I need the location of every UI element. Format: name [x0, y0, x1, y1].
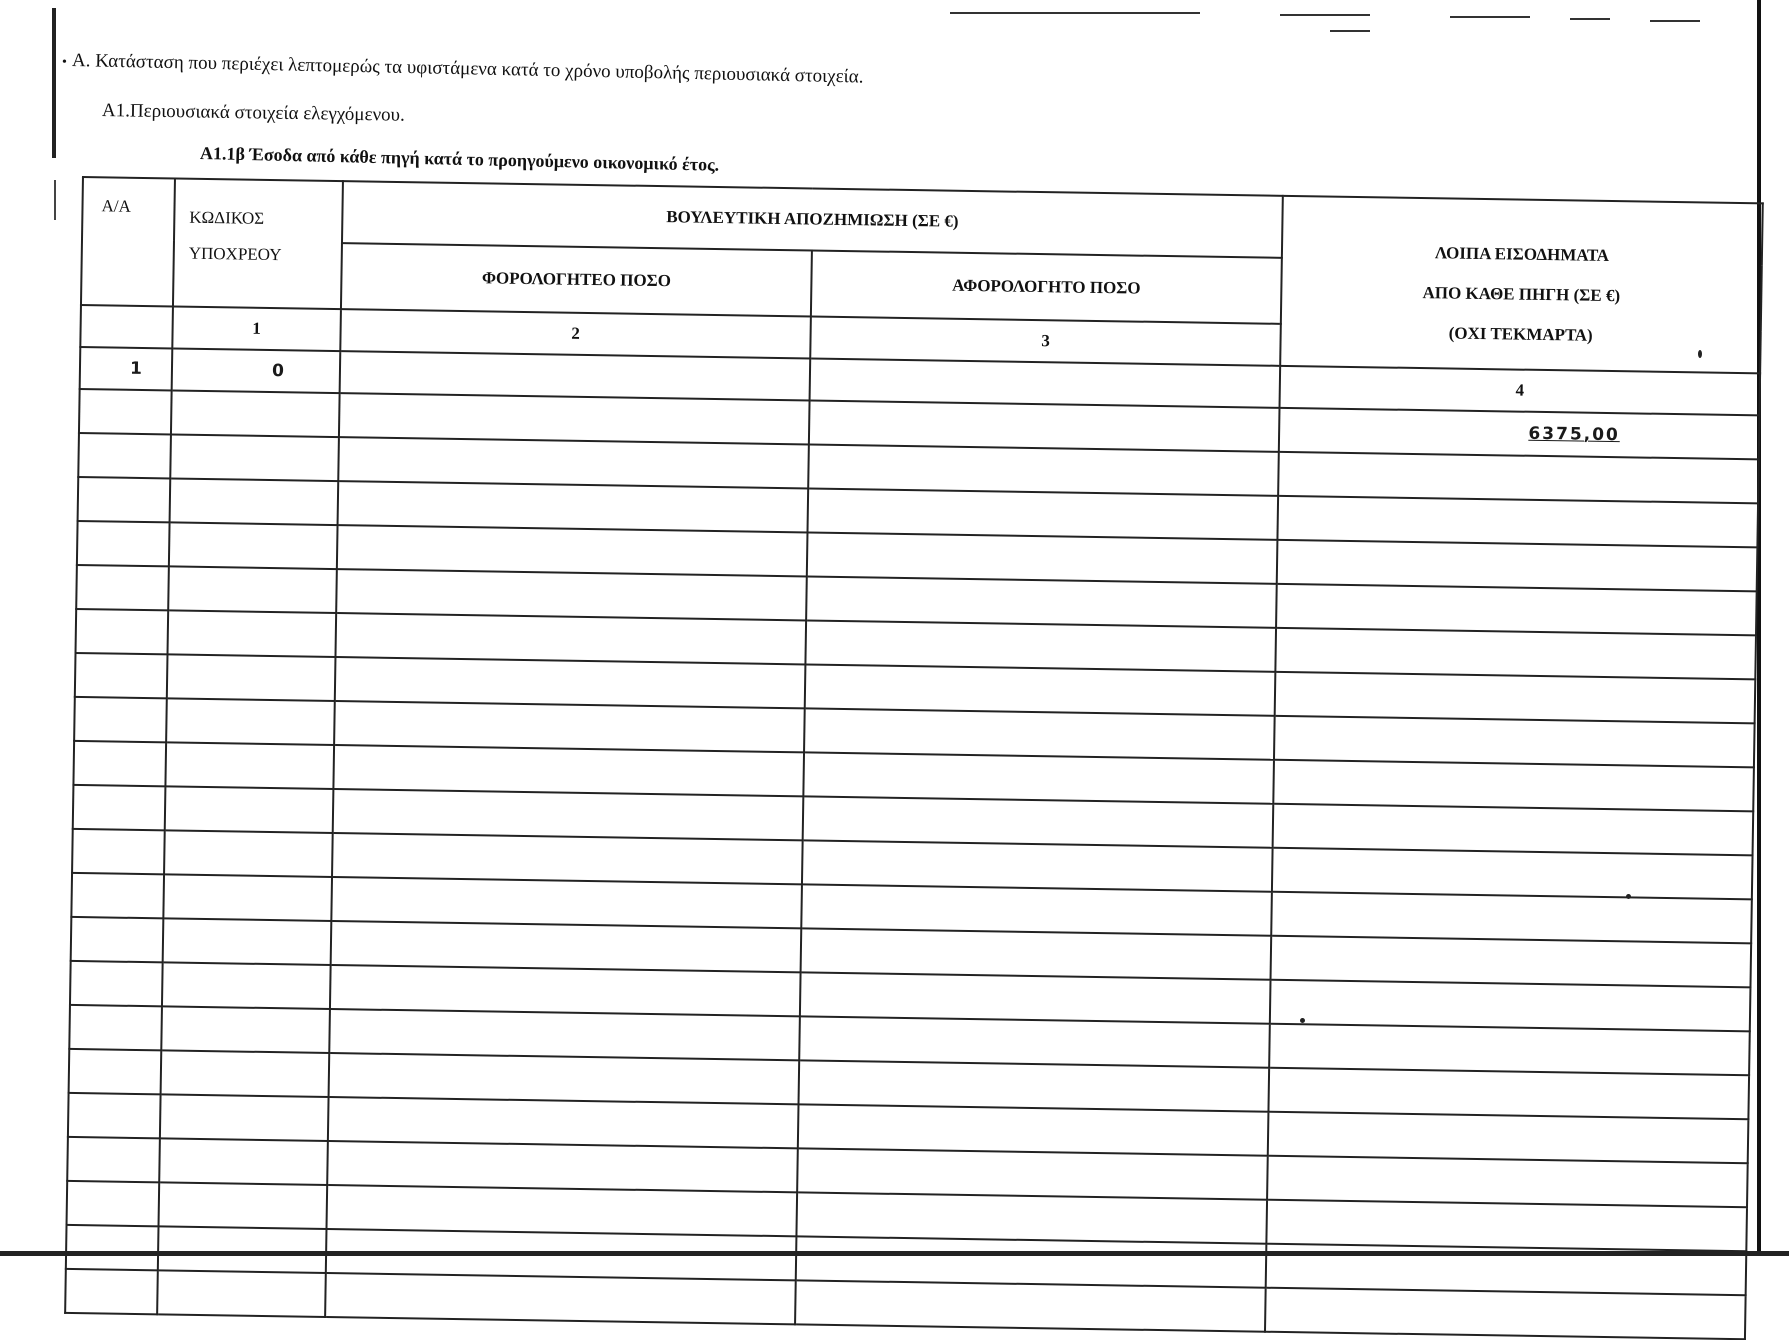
table-cell [1265, 1288, 1746, 1340]
table-cell [1275, 672, 1756, 724]
table-cell [1277, 540, 1758, 592]
table-cell [1272, 848, 1753, 900]
entry-code: 0 [172, 348, 341, 393]
table-cell [806, 576, 1277, 627]
table-cell [809, 400, 1280, 451]
table-cell [337, 525, 808, 576]
table-cell [331, 877, 802, 928]
table-cell [1274, 716, 1755, 768]
header-code-line1: ΚΩΔΙΚΟΣ [189, 207, 265, 228]
header-other-line3: (ΟΧΙ ΤΕΚΜΑΡΤΑ) [1448, 323, 1593, 345]
header-parliament-compensation: ΒΟΥΛΕΥΤΙΚΗ ΑΠΟΖΗΜΙΩΣΗ (ΣΕ €) [342, 181, 1283, 258]
table-cell [332, 833, 803, 884]
header-other-line2: ΑΠΟ ΚΑΘΕ ΠΗΓΗ (ΣΕ €) [1422, 283, 1621, 306]
table-cell [807, 488, 1278, 539]
table-cell [66, 1225, 159, 1270]
table-cell [168, 566, 337, 613]
table-cell [1269, 1024, 1750, 1076]
table-cell [336, 569, 807, 620]
table-cell [1267, 1156, 1748, 1208]
table-cell [803, 752, 1274, 803]
table-cell [69, 1005, 162, 1050]
table-cell [334, 701, 805, 752]
section-a1b-heading: A1.1β Έσοδα από κάθε πηγή κατά το προηγούμενο οικονομικό έτος. [199, 143, 720, 175]
table-cell [167, 654, 336, 701]
column-number-4: 4 [1280, 366, 1761, 416]
table-cell [161, 1006, 330, 1053]
table-cell [71, 873, 164, 918]
table-cell [161, 1050, 330, 1097]
table-cell [1277, 496, 1758, 548]
table-cell [799, 1060, 1270, 1111]
table-cell [163, 918, 332, 965]
table-cell [808, 444, 1279, 495]
table-cell [335, 657, 806, 708]
entry-aa: 1 [80, 347, 173, 390]
table-cell [802, 840, 1273, 891]
scan-edge-right [1757, 0, 1761, 1256]
section-a1-heading: A1.Περιουσιακά στοιχεία ελεγχόμενου. [101, 100, 405, 126]
table-cell [333, 789, 804, 840]
table-cell [162, 962, 331, 1009]
entry-untaxable-cell [810, 358, 1281, 407]
table-cell [67, 1181, 160, 1226]
table-cell [78, 477, 171, 522]
header-code [173, 178, 343, 309]
table-cell [798, 1104, 1269, 1155]
table-cell [805, 664, 1276, 715]
table-cell [165, 786, 334, 833]
table-cell [795, 1280, 1266, 1331]
table-cell [329, 1009, 800, 1060]
table-cell [801, 884, 1272, 935]
income-form [66, 176, 1762, 1232]
scan-edge-left-fragment [54, 180, 56, 220]
column-number-2: 2 [340, 309, 811, 358]
table-cell [804, 708, 1275, 759]
scan-edge-left [52, 8, 56, 158]
table-cell [1271, 936, 1752, 988]
table-cell [79, 389, 172, 434]
table-cell [326, 1229, 797, 1280]
table-cell [1276, 584, 1757, 636]
table-cell [328, 1097, 799, 1148]
column-number-1: 1 [172, 306, 341, 351]
scan-top-strokes [950, 10, 1730, 40]
table-cell [169, 522, 338, 569]
table-cell [78, 433, 171, 478]
table-cell [1273, 760, 1754, 812]
scan-speck [1626, 894, 1631, 899]
table-cell [69, 1049, 162, 1094]
table-cell [167, 610, 336, 657]
table-cell [1278, 452, 1759, 504]
table-cell [166, 698, 335, 745]
header-untaxable-amount: ΑΦΟΡΟΛΟΓΗΤΟ ΠΟΣΟ [811, 250, 1282, 323]
table-cell [1270, 980, 1751, 1032]
table-cell [1266, 1244, 1747, 1296]
header-aa: A/A [81, 177, 175, 306]
table-cell [338, 437, 809, 488]
income-table [64, 176, 1764, 1340]
table-cell [157, 1270, 326, 1317]
table-cell [325, 1273, 796, 1324]
table-cell [67, 1137, 160, 1182]
table-cell [338, 481, 809, 532]
table-cell [73, 741, 166, 786]
table-cell [160, 1094, 329, 1141]
table-cell [163, 874, 332, 921]
table-cell [796, 1236, 1267, 1287]
table-cell [73, 785, 166, 830]
table-cell [1266, 1200, 1747, 1252]
table-cell [1271, 892, 1752, 944]
table-cell [797, 1148, 1268, 1199]
table-cell [801, 928, 1272, 979]
table-cell [165, 742, 334, 789]
header-taxable-amount: ΦΟΡΟΛΟΓΗΤΕΟ ΠΟΣΟ [341, 243, 812, 316]
table-cell [72, 829, 165, 874]
table-cell [331, 921, 802, 972]
table-cell [76, 609, 169, 654]
table-cell [335, 613, 806, 664]
section-a-heading: A. Κατάσταση που περιέχει λεπτομερώς τα υφιστάμενα κατά το χρόνο υποβολής περιουσιακά στοιχεία. [71, 50, 864, 88]
table-cell [75, 653, 168, 698]
table-cell [74, 697, 167, 742]
table-cell [71, 917, 164, 962]
scan-speck [1698, 350, 1702, 358]
header-other-income [1280, 196, 1763, 374]
table-cell [159, 1138, 328, 1185]
table-cell [68, 1093, 161, 1138]
table-cell [170, 434, 339, 481]
table-cell [327, 1141, 798, 1192]
table-cell [800, 972, 1271, 1023]
scan-speck [1300, 1018, 1305, 1023]
table-cell [796, 1192, 1267, 1243]
table-cell [65, 1269, 158, 1314]
table-cell [330, 965, 801, 1016]
header-code-line2: ΥΠΟΧΡΕΟΥ [188, 243, 282, 265]
table-cell [326, 1185, 797, 1236]
table-cell [329, 1053, 800, 1104]
table-cell [171, 390, 340, 437]
table-cell [1268, 1112, 1749, 1164]
table-cell [333, 745, 804, 796]
table-cell [70, 961, 163, 1006]
table-cell [803, 796, 1274, 847]
table-cell [158, 1226, 327, 1273]
table-cell [159, 1182, 328, 1229]
table-cell [799, 1016, 1270, 1067]
table-cell [1275, 628, 1756, 680]
bullet-mark-icon: • [62, 55, 67, 70]
table-cell [805, 620, 1276, 671]
table-cell [807, 532, 1278, 583]
table-cell [77, 521, 170, 566]
entry-other-income: 6375,00 [1279, 408, 1760, 460]
table-cell [339, 393, 810, 444]
table-cell [1268, 1068, 1749, 1120]
header-other-line1: ΛΟΙΠΑ ΕΙΣΟΔΗΜΑΤΑ [1434, 243, 1610, 265]
table-cell [1273, 804, 1754, 856]
table-cell [170, 478, 339, 525]
column-number-3: 3 [810, 316, 1281, 365]
table-cell [76, 565, 169, 610]
table-cell [164, 830, 333, 877]
column-number-blank [80, 305, 173, 348]
entry-taxable-cell [340, 351, 811, 400]
